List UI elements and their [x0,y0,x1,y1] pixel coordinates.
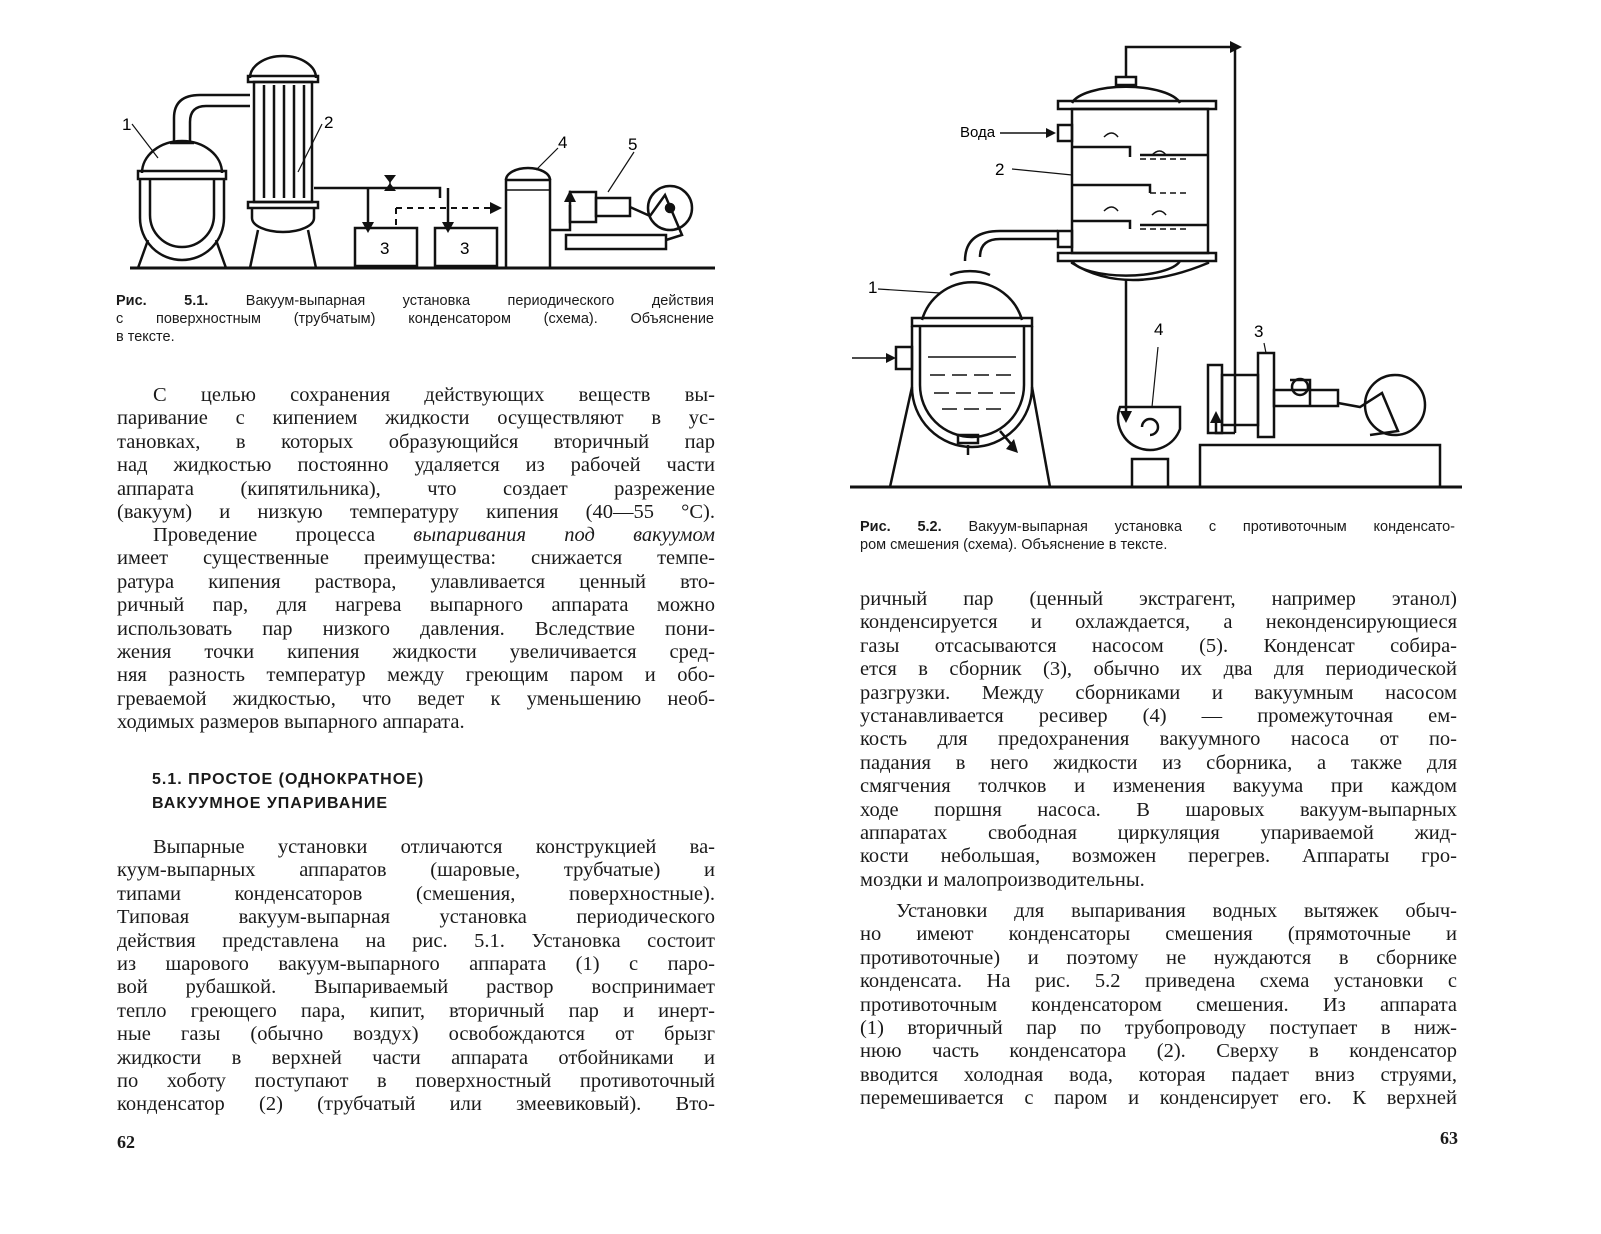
text-line: ходе поршня насоса. В шаровых вакуум-выпарных [860,798,1457,821]
text-line: разгрузки. Между сборниками и вакуумным насосом [860,681,1457,704]
fig2-label-2: 2 [995,160,1005,179]
text-line: противоточным конденсатором смешения. Из аппарата [860,993,1457,1016]
left-paragraph-3 [117,836,715,1117]
figure-5-2-caption [860,518,1455,554]
text-line: кость для предохранения вакуумного насоса от по- [860,728,1457,751]
left-paragraph-1 [117,384,715,524]
figure-5-2 [850,35,1470,495]
caption-number: Рис. 5.1. [116,293,209,309]
text-line: над жидкостью постоянно удаляется из рабочей части [117,454,715,477]
text-line: паривание с кипением жидкости осуществляют в ус- [117,407,715,430]
text-line: Установки для выпаривания водных вытяжек обыч- [896,900,1457,922]
section-heading [152,768,424,816]
text-line: смягчения толчков и изменения вакуума при каждом [860,775,1457,798]
fig1-label-2: 2 [324,113,334,132]
text-line: аппаратах свободная циркуляция упариваемой жид- [860,822,1457,845]
text-line: вой рубашкой. Выпариваемый раствор воспринимает [117,976,715,999]
fig2-label-4: 4 [1154,320,1164,339]
text-line: нюю часть конденсатора (2). Сверху в конденсатор [860,1040,1457,1063]
left-paragraph-2 [117,524,715,735]
text-line: жидкости в верхней части аппарата отбойниками и [117,1046,715,1069]
text-line: действия представлена на рис. 5.1. Установка состоит [117,929,715,952]
fig1-label-3a: 3 [380,239,390,258]
right-page [800,0,1601,1234]
fig1-label-4: 4 [558,133,568,152]
heading-line: ВАКУУМНОЕ УПАРИВАНИЕ [152,795,389,812]
text-line: ричный пар, для нагрева выпарного аппарата можно [117,594,715,617]
text-line: греваемой жидкостью, что ведет к уменьшению необ- [117,687,715,710]
fig2-label-3: 3 [1254,322,1264,341]
text-line: ется в сборник (3), обычно их два для периодической [860,658,1457,681]
text-line: из шарового вакуум-выпарного аппарата (1) с паро- [117,953,715,976]
text-line: тановках, в которых образующийся вторичный пар [117,430,715,453]
text-line: конденсатор (2) (трубчатый или змеевиковый). Вто- [117,1093,715,1116]
fig2-label-1: 1 [868,278,878,297]
text-line: куум-выпарных аппаратов (шаровые, трубчатые) и [117,859,715,882]
text-line: типами конденсаторов (смешения, поверхностные). [117,882,715,905]
text-line: противоточные) и поэтому не нуждаются в сборнике [860,946,1457,969]
figure-5-1 [110,40,720,275]
figure-5-1-caption [116,292,714,346]
text-line: няя разность температур между греющим паром и обо- [117,664,715,687]
caption-line: Вакуум-выпарная установка периодического действия [245,293,714,309]
left-page [0,0,800,1234]
text-line: С целью сохранения действующих веществ вы- [153,384,715,406]
text-line: конденсата. На рис. 5.2 приведена схема установки с [860,970,1457,993]
right-paragraph-1 [860,588,1457,892]
text-line: аппарата (кипятильника), что создает разрежение [117,477,715,500]
page-number: 63 [1440,1128,1458,1148]
text-line: конденсируется и охлаждается, а неконденсирующиеся [860,611,1457,634]
emphasis-text: выпаривания под вакуумом [413,524,715,546]
text-line: ходимых размеров выпарного аппарата. [117,711,465,734]
text-line: по хоботу поступают в поверхностный противоточный [117,1070,715,1093]
text-line: Типовая вакуум-выпарная установка периодического [117,906,715,929]
caption-line: в тексте. [116,329,175,345]
text-line: (вакуум) и низкую температуру кипения (40—55 °С). [117,501,715,524]
text-line: но имеют конденсаторы смешения (прямоточные и [860,923,1457,946]
text-line: падания в него жидкости из сборника, а также для [860,751,1457,774]
text-line: вводится холодная вода, которая падает вниз струями, [860,1063,1457,1086]
text-line: использовать пар низкого давления. Вследствие пони- [117,617,715,640]
text-line: газы отсасываются насосом (5). Конденсат собира- [860,634,1457,657]
text-fragment: Проведение процесса [153,524,414,546]
caption-line: с поверхностным (трубчатым) конденсатором (схема). Объяснение [116,311,714,327]
caption-line: ром смешения (схема). Объяснение в тексте. [860,537,1168,553]
fig1-label-3b: 3 [460,239,470,258]
text-line: ные газы (обычно воздух) освобождаются от брызг [117,1023,715,1046]
text-line: перемешивается с паром и конденсирует его. К верхней [860,1087,1457,1110]
text-line: ричный пар (ценный экстрагент, например этанол) [860,588,1457,610]
text-line: ратура кипения раствора, улавливается ценный вто- [117,570,715,593]
text-line: кости небольшая, возможен перегрев. Аппараты гро- [860,845,1457,868]
text-line: имеет существенные преимущества: снижается темпе- [117,547,715,570]
text-line: устанавливается ресивер (4) — промежуточная ем- [860,705,1457,728]
page-number: 62 [117,1132,135,1152]
caption-line: Вакуум-выпарная установка с противоточным конденсато- [968,519,1455,535]
fig1-label-1: 1 [122,115,132,134]
heading-line: 5.1. ПРОСТОЕ (ОДНОКРАТНОЕ) [152,771,425,788]
text-line: моздки и малопроизводительны. [860,868,1145,891]
text-line: тепло греющего пара, кипит, вторичный пар и инерт- [117,999,715,1022]
text-line: (1) вторичный пар по трубопроводу поступает в ниж- [860,1017,1457,1040]
fig1-label-5: 5 [628,135,638,154]
right-paragraph-2 [860,900,1457,1111]
water-label: Вода [960,124,996,141]
text-line: Выпарные установки отличаются конструкцией ва- [153,836,715,858]
text-line: жения точки кипения жидкости увеличивается сред- [117,641,715,664]
caption-number: Рис. 5.2. [860,519,942,535]
